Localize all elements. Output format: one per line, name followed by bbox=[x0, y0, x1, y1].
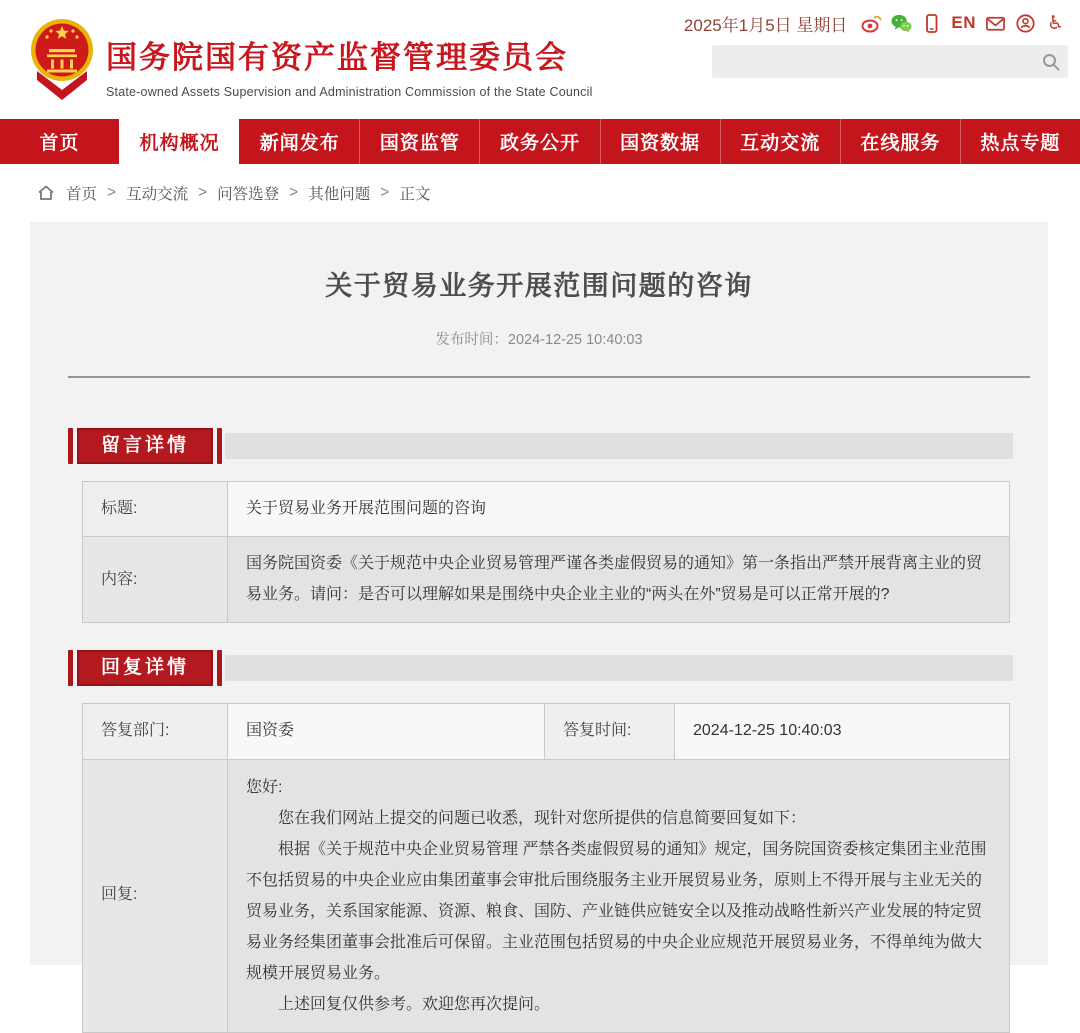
section-header-bar bbox=[225, 433, 1013, 459]
reply-greeting: 您好: bbox=[246, 778, 283, 796]
content-panel bbox=[30, 222, 1048, 1013]
breadcrumb bbox=[0, 164, 1080, 222]
breadcrumb-separator: > bbox=[380, 184, 390, 201]
message-section-badge: 留言详情 bbox=[77, 428, 213, 464]
main-nav bbox=[0, 119, 1080, 164]
breadcrumb-separator: > bbox=[198, 184, 208, 201]
breadcrumb-qa[interactable]: 问答选登 bbox=[217, 186, 280, 203]
search-input[interactable] bbox=[712, 45, 1034, 78]
search-box bbox=[712, 45, 1068, 78]
section-header-bar bbox=[225, 655, 1013, 681]
breadcrumb-separator: > bbox=[107, 184, 117, 201]
accessibility-icon[interactable]: ♿ bbox=[1046, 12, 1065, 34]
nav-item-gov-affairs[interactable]: 政务公开 bbox=[479, 119, 599, 164]
reply-time-label: 答复时间: bbox=[545, 704, 675, 759]
nav-item-hot-topics[interactable]: 热点专题 bbox=[960, 119, 1080, 164]
weibo-icon[interactable] bbox=[861, 13, 882, 34]
site-subtitle: State-owned Assets Supervision and Administration Commission of the State Council bbox=[106, 85, 593, 99]
page-title: 关于贸易业务开展范围问题的咨询 bbox=[325, 271, 753, 301]
table-row bbox=[83, 537, 1010, 623]
breadcrumb-separator: > bbox=[289, 184, 299, 201]
site-title: 国务院国有资产监督管理委员会 bbox=[106, 40, 568, 75]
search-button[interactable] bbox=[1034, 45, 1068, 78]
reply-label: 回复: bbox=[83, 759, 228, 1032]
breadcrumb-other-questions[interactable]: 其他问题 bbox=[308, 186, 371, 203]
nav-item-interaction[interactable]: 互动交流 bbox=[720, 119, 840, 164]
title-divider bbox=[68, 376, 1030, 378]
breadcrumb-home[interactable]: 首页 bbox=[66, 186, 98, 203]
reply-dept-label: 答复部门: bbox=[83, 704, 228, 759]
message-title-value: 关于贸易业务开展范围问题的咨询 bbox=[228, 482, 1010, 537]
contact-icon[interactable] bbox=[1015, 13, 1036, 34]
mail-icon[interactable] bbox=[985, 13, 1006, 34]
ribbon-stripe bbox=[68, 428, 73, 464]
reply-dept-value: 国资委 bbox=[228, 704, 545, 759]
message-section-header bbox=[68, 428, 1013, 464]
publish-time bbox=[30, 328, 1048, 349]
message-content-value: 国务院国资委《关于规范中央企业贸易管理严谨各类虚假贸易的通知》第一条指出严禁开展背离主业的贸易业务。请问：是否可以理解如果是围绕中央企业主业的“两头在外”贸易是可以正常开展的? bbox=[228, 537, 1010, 623]
reply-time-value: 2024-12-25 10:40:03 bbox=[675, 704, 1010, 759]
nav-item-organization[interactable]: 机构概况 bbox=[119, 119, 239, 164]
nav-item-online-services[interactable]: 在线服务 bbox=[840, 119, 960, 164]
nav-item-supervision[interactable]: 国资监管 bbox=[359, 119, 479, 164]
mobile-icon[interactable] bbox=[921, 13, 942, 34]
reply-content bbox=[228, 759, 1010, 1032]
table-row bbox=[83, 759, 1010, 1032]
wechat-icon[interactable] bbox=[891, 13, 912, 34]
ribbon-stripe bbox=[217, 428, 222, 464]
reply-section-header bbox=[68, 650, 1013, 686]
nav-item-news[interactable]: 新闻发布 bbox=[259, 133, 340, 154]
message-title-label: 标题: bbox=[83, 482, 228, 537]
emblem-logo bbox=[28, 16, 96, 102]
publish-time-value: 2024-12-25 10:40:03 bbox=[507, 332, 643, 348]
breadcrumb-interaction[interactable]: 互动交流 bbox=[126, 186, 189, 203]
message-table bbox=[82, 481, 1010, 623]
search-icon bbox=[1041, 52, 1061, 72]
ribbon-stripe bbox=[68, 650, 73, 686]
message-content-label: 内容: bbox=[83, 537, 228, 623]
header-utility-bar bbox=[684, 10, 1066, 36]
home-icon bbox=[36, 183, 56, 203]
nav-item-data[interactable]: 国资数据 bbox=[600, 119, 720, 164]
reply-paragraph: 您在我们网站上提交的问题已收悉，现针对您所提供的信息简要回复如下： bbox=[278, 809, 807, 827]
nav-item-home[interactable]: 首页 bbox=[39, 133, 80, 154]
ribbon-stripe bbox=[217, 650, 222, 686]
site-header bbox=[0, 0, 1080, 119]
table-row bbox=[83, 482, 1010, 537]
publish-time-label: 发布时间： bbox=[435, 332, 508, 348]
language-toggle[interactable]: EN bbox=[951, 13, 976, 32]
site-title-block bbox=[106, 32, 593, 99]
reply-paragraph: 根据《关于规范中央企业贸易管理 严禁各类虚假贸易的通知》规定，国务院国资委核定集团主业范围不包括贸易的中央企业应由集团董事会审批后围绕服务主业开展贸易业务，原则上不得开展与主业无关的贸易业务，关系国家能源、资源、粮食、国防、产业链供应链安全以及推动战略性新兴产业发展的特定贸易业务经集团董事会批准后可保留。主业范围包括贸易的中央企业应规范开展贸易业务，不得单纯为做大规模开展贸易业务。 bbox=[246, 840, 987, 982]
table-row bbox=[83, 704, 1010, 759]
current-date: 2025年1月5日 星期日 bbox=[683, 15, 848, 35]
breadcrumb-current: 正文 bbox=[399, 186, 431, 203]
reply-paragraph: 上述回复仅供参考。欢迎您再次提问。 bbox=[278, 995, 551, 1013]
reply-table bbox=[82, 703, 1010, 1032]
reply-section-badge: 回复详情 bbox=[77, 650, 213, 686]
